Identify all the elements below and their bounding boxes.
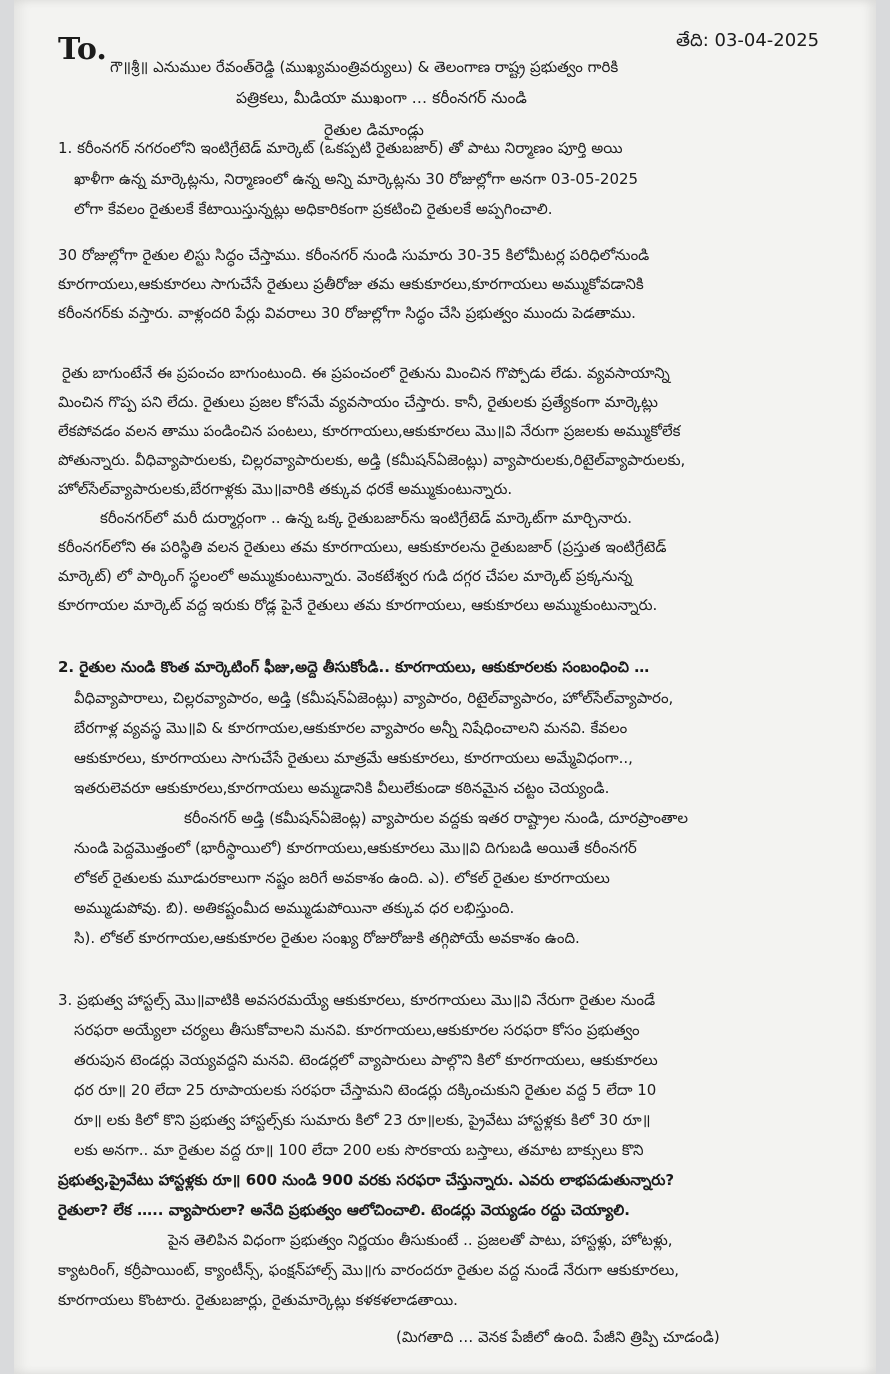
para-line: 30 రోజుల్లోగా రైతుల లిస్టు సిద్ధం చేస్తాము. కరీంనగర్ నుండి సుమారు 30-35 కిలోమీటర్ల పరిధిలోనుండి [58,246,650,264]
para-line: కరీంనగర్‌లోని ఈ పరిస్థితి వలన రైతులు తమ కూరగాయలు, ఆకుకూరలను రైతుబజార్ (ప్రస్తుత ఇంటిగ్రేటెడ్ [58,538,667,556]
para-line: కరీంనగర్‌లో మరీ దుర్మార్గంగా .. ఉన్న ఒక్క రైతుబజార్‌ను ఇంటిగ్రేటెడ్ మార్కెట్‌గా మార్చినారు. [100,509,633,527]
para-line: పైన తెలిపిన విధంగా ప్రభుత్వం నిర్ణయం తీసుకుంటే .. ప్రజలతో పాటు, హాస్టళ్లు, హోటళ్లు, [168,1231,673,1249]
para-line: కూరగాయల మార్కెట్ వద్ద ఇరుకు రోడ్ల పైనే రైతులు తమ కూరగాయలు, ఆకుకూరలు అమ్ముకుంటున్నారు. [58,596,658,614]
addressee-line: గౌ॥శ్రీ॥ ఎనుముల రేవంత్‌రెడ్డి (ముఖ్యమంత్రివర్యులు) & తెలంగాణ రాష్ట్ర ప్రభుత్వం గారికి [110,58,619,76]
para-line: కూరగాయలు,ఆకుకూరలు సాగుచేసే రైతులు ప్రతీరోజు తమ ఆకుకూరలు,కూరగాయలు అమ్ముకోవడానికి [58,275,644,293]
para-line: కరీంనగర్‌కు వస్తారు. వాళ్లందరి పేర్లు వివరాలు 30 రోజుల్లోగా సిద్ధం చేసి ప్రభుత్వం ముందు పెడతాము. [58,304,636,322]
para-line: కరీంనగర్ అడ్తి (కమీషన్‌ఏజెంట్ల) వ్యాపారుల వద్దకు ఇతర రాష్ట్రాల నుండి, దూరప్రాంతాల [184,809,689,827]
para-line: లకు అనగా.. మా రైతుల వద్ద రూ॥ 100 లేదా 200 లకు సొరకాయ బస్తాలు, తమాట బాక్సులు కొని [74,1141,644,1159]
para-line: కూరగాయలు కొంటారు. రైతుబజార్లు, రైతుమార్కెట్లు కళకళలాడతాయి. [58,1291,458,1309]
para-line: 3. ప్రభుత్వ హాస్టల్స్ మొ॥వాటికి అవసరమయ్యే ఆకుకూరలు, కూరగాయలు మొ॥వి నేరుగా రైతుల నుండే [58,991,656,1009]
para-line: బేరగాళ్ల వ్యవస్థ మొ॥వి & కూరగాయల,ఆకుకూరల వ్యాపారం అన్నీ నిషేధించాలని మనవి. కేవలం [74,719,628,737]
para-line: రైతు బాగుంటేనే ఈ ప్రపంచం బాగుంటుంది. ఈ ప్రపంచంలో రైతును మించిన గొప్పోడు లేడు. వ్యవసాయాన్ని [62,364,670,382]
para-line: లోకల్ రైతులకు మూడురకాలుగా నష్టం జరిగే అవకాశం ఉంది. ఎ). లోకల్ రైతుల కూరగాయలు [74,869,610,887]
document-page [14,0,876,1374]
para-line: నుండి పెద్దమొత్తంలో (భారీస్థాయిలో) కూరగాయలు,ఆకుకూరలు మొ॥వి దిగుబడి అయితే కరీంనగర్ [74,839,637,857]
para-line: సి). లోకల్ కూరగాయల,ఆకుకూరల రైతుల సంఖ్య రోజురోజుకి తగ్గిపోయే అవకాశం ఉంది. [74,929,580,947]
para-line: మించిన గొప్ప పని లేదు. రైతులు ప్రజల కోసమే వ్యవసాయం చేస్తారు. కానీ, రైతులకు ప్రత్యేకంగా మార్కెట్లు [58,393,658,411]
para-line: హోల్‌సేల్‌వ్యాపారులకు,బేరగాళ్లకు మొ॥వారికి తక్కువ ధరకే అమ్ముకుంటున్నారు. [58,480,513,498]
continued-note: (మిగతాది … వెనక పేజీలో ఉంది. పేజీని త్రిప్పి చూడండి) [396,1328,720,1346]
para-line: రైతులా? లేక ….. వ్యాపారులా? అనేది ప్రభుత్వం ఆలోచించాలి. టెండర్లు వెయ్యడం రద్దు చెయ్యాలి. [58,1201,630,1219]
para-line: ఆకుకూరలు, కూరగాయలు సాగుచేసే రైతులు మాత్రమే ఆకుకూరలు, కూరగాయలు అమ్మేవిధంగా.., [74,749,633,767]
para-line: ఇతరులెవరూ ఆకుకూరలు,కూరగాయలు అమ్మడానికి వీలులేకుండా కఠినమైన చట్టం చెయ్యండి. [74,779,610,797]
para-line: తరుపున టెండర్లు వెయ్యవద్దని మనవి. టెండర్లలో వ్యాపారులు పాల్గొని కిలో కూరగాయలు, ఆకుకూరలు [74,1051,658,1069]
para-line: ధర రూ॥ 20 లేదా 25 రూపాయలకు సరఫరా చేస్తామని టెండర్లు దక్కించుకుని రైతుల వద్ద 5 లేదా 10 [74,1081,657,1099]
para-line: ప్రభుత్వ,ప్రైవేటు హాస్టళ్లకు రూ॥ 600 నుండి 900 వరకు సరఫరా చేస్తున్నారు. ఎవరు లాభపడుతున్నారు? [58,1171,675,1189]
para-line: లోగా కేవలం రైతులకే కేటాయిస్తున్నట్లు అధికారికంగా ప్రకటించి రైతులకే అప్పగించాలి. [74,200,553,218]
letter-date: తేది: 03-04-2025 [676,30,820,51]
letter-title: రైతుల డిమాండ్లు [324,121,424,139]
media-line: పత్రికలు, మీడియా ముఖంగా … కరీంనగర్ నుండి [236,89,527,107]
para-line: పోతున్నారు. వీధివ్యాపారులకు, చిల్లరవ్యాపారులకు, అడ్తి (కమీషన్‌ఏజెంట్లు) వ్యాపారులకు,రిటైల్‌వ్యాపారులకు, [58,451,686,469]
para-line: 1. కరీంనగర్ నగరంలోని ఇంటిగ్రేటెడ్ మార్కెట్ (ఒకప్పటి రైతుబజార్) తో పాటు నిర్మాణం పూర్తి అయి [58,139,623,157]
para-line: ఖాళీగా ఉన్న మార్కెట్లను, నిర్మాణంలో ఉన్న అన్ని మార్కెట్లను 30 రోజుల్లోగా అనగా 03-05-2025 [74,170,639,188]
para-line: 2. రైతుల నుండి కొంత మార్కెటింగ్ ఫీజు,అద్దె తీసుకోండి.. కూరగాయలు, ఆకుకూరలకు సంబంధించి … [58,658,650,676]
para-line: మార్కెట్) లో పార్కింగ్ స్థలంలో అమ్ముకుంటున్నారు. వెంకటేశ్వర గుడి దగ్గర చేపల మార్కెట్ ప్రక్కనున్న [58,567,633,585]
para-line: రూ॥ లకు కిలో కొని ప్రభుత్వ హాస్టల్స్‌కు సుమారు కిలో 23 రూ॥లకు, ప్రైవేటు హాస్టళ్లకు కిలో 30 రూ॥ [74,1111,651,1129]
para-line: వీధివ్యాపారాలు, చిల్లరవ్యాపారం, అడ్తి (కమీషన్‌ఏజెంట్లు) వ్యాపారం, రిటైల్‌వ్యాపారం, హోల్‌సేల్‌వ్యాపారం, [74,689,674,707]
para-line: లేకపోవడం వలన తాము పండించిన పంటలు, కూరగాయలు,ఆకుకూరలు మొ॥వి నేరుగా ప్రజలకు అమ్ముకోలేక [58,422,681,440]
to-label: To. [58,32,107,67]
para-line: క్యాటరింగ్, కర్రీపాయింట్, క్యాంటీన్స్, ఫంక్షన్‌హాల్స్ మొ॥గు వారందరూ రైతుల వద్ద నుండే నేరుగా ఆకుకూరలు, [58,1261,680,1279]
para-line: సరఫరా అయ్యేలా చర్యలు తీసుకోవాలని మనవి. కూరగాయలు,ఆకుకూరల సరఫరా కోసం ప్రభుత్వం [74,1021,640,1039]
para-line: అమ్ముడుపోవు. బి). అతికష్టంమీద అమ్ముడుపోయినా తక్కువ ధర లభిస్తుంది. [74,899,515,917]
